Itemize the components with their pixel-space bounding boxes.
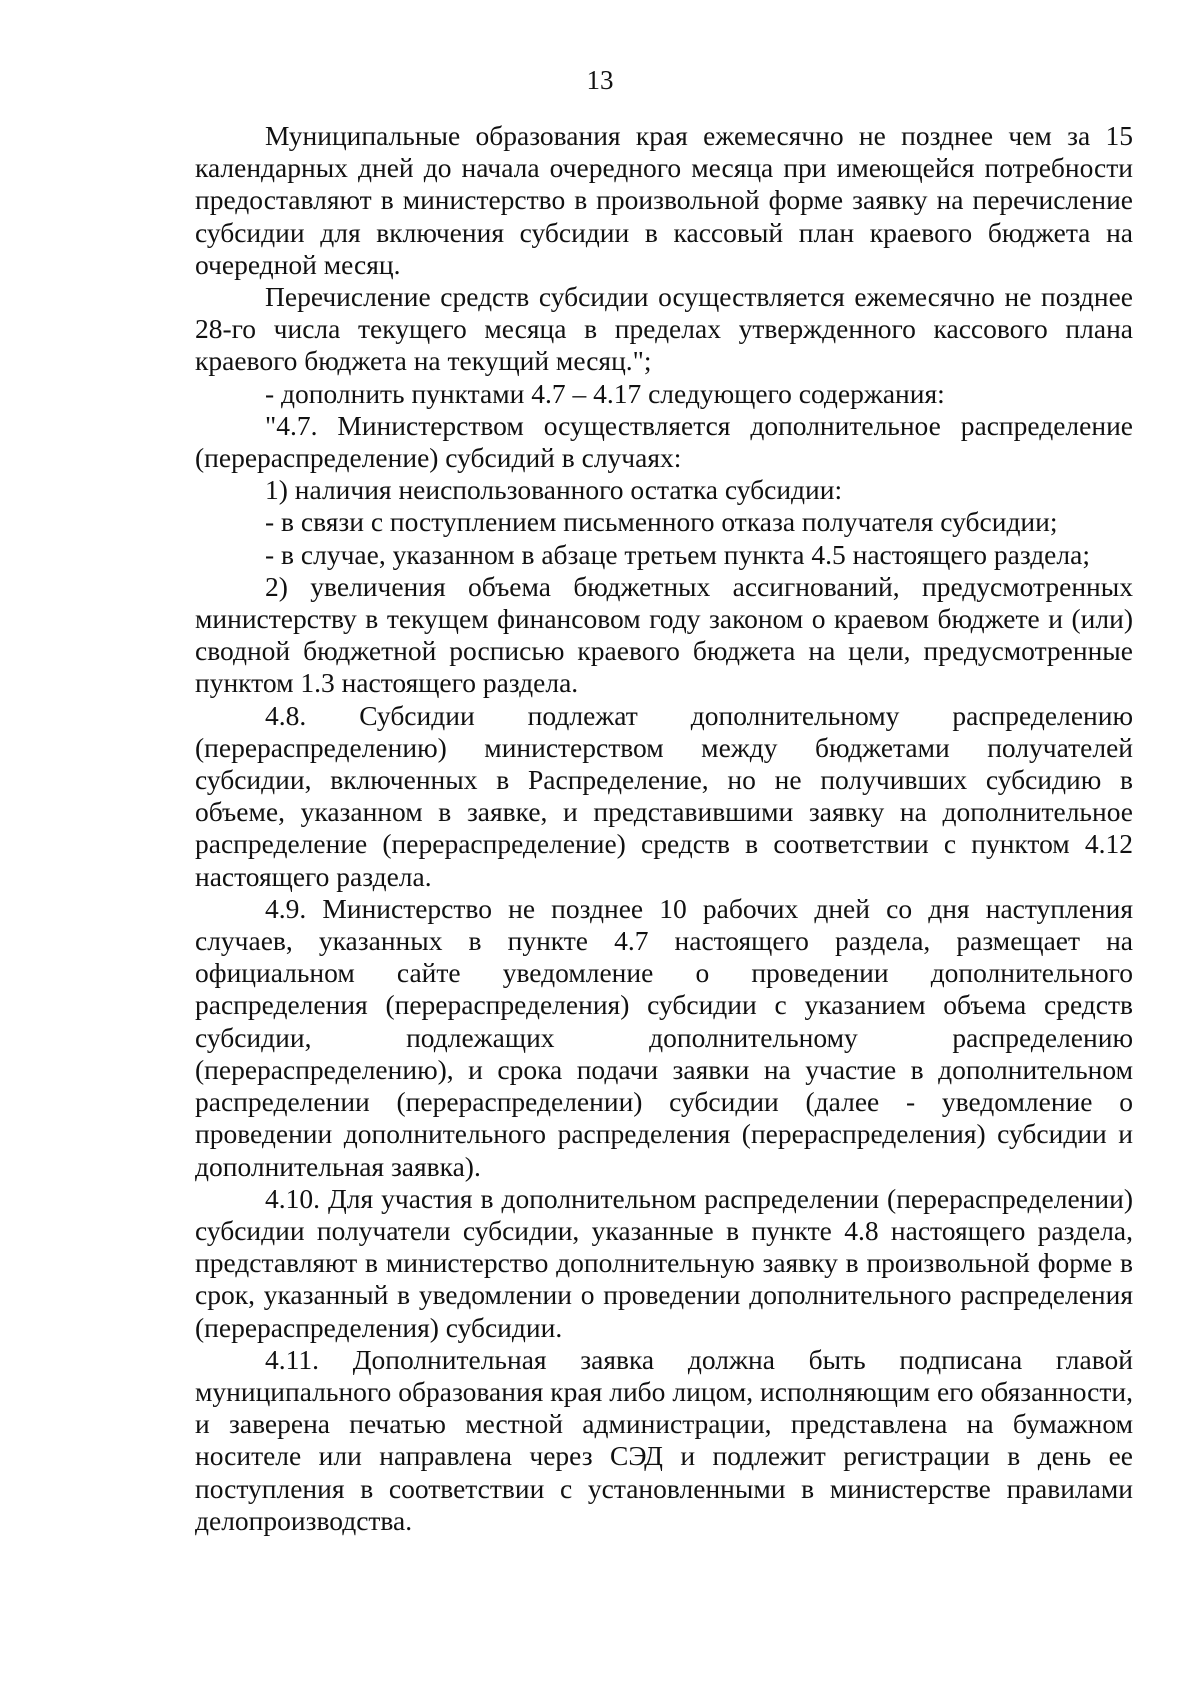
document-body (195, 120, 1133, 1537)
paragraph: 4.8. Субсидии подлежат дополнительному распределению (перераспределению) министерством между бюджетами получателей субсидии, включенных в Распределение, но не получивших субсидию в объеме, указанном в заявке, и представившими заявку на дополнительное распределение (перераспределение) средств в соответствии с пунктом 4.12 настоящего раздела. (195, 699, 1133, 892)
paragraph: 4.11. Дополнительная заявка должна быть подписана главой муниципального образования края либо лицом, исполняющим его обязанности, и заверена печатью местной администрации, представлена на бумажном носителе или направлена через СЭД и подлежит регистрации в день ее поступления в соответствии с установленными в министерстве правилами делопроизводства. (195, 1343, 1133, 1536)
paragraph: - дополнить пунктами 4.7 – 4.17 следующего содержания: (265, 377, 945, 409)
page-number: 13 (586, 65, 614, 95)
paragraph: Муниципальные образования края ежемесячно не позднее чем за 15 календарных дней до начала очередного месяца при имеющейся потребности предоставляют в министерство в произвольной форме заявку на перечисление субсидии для включения субсидии в кассовый план краевого бюджета на очередной месяц. (195, 120, 1133, 280)
paragraph: 1) наличия неиспользованного остатка субсидии: (265, 474, 843, 506)
paragraph: - в случае, указанном в абзаце третьем пункта 4.5 настоящего раздела; (265, 538, 1090, 570)
paragraph: - в связи с поступлением письменного отказа получателя субсидии; (265, 506, 1058, 538)
paragraph: Перечисление средств субсидии осуществляется ежемесячно не позднее 28-го числа текущего месяца в пределах утвержденного кассового плана краевого бюджета на текущий месяц."; (195, 281, 1133, 377)
paragraph: 4.10. Для участия в дополнительном распределении (перераспределении) субсидии получатели субсидии, указанные в пункте 4.8 настоящего раздела, представляют в министерство дополнительную заявку в произвольной форме в срок, указанный в уведомлении о проведении дополнительного распределения (перераспределения) субсидии. (195, 1182, 1133, 1343)
paragraph: 2) увеличения объема бюджетных ассигнований, предусмотренных министерству в текущем финансовом году законом о краевом бюджете и (или) сводной бюджетной росписью краевого бюджета на цели, предусмотренные пунктом 1.3 настоящего раздела. (195, 570, 1133, 699)
paragraph: 4.9. Министерство не позднее 10 рабочих дней со дня наступления случаев, указанных в пункте 4.7 настоящего раздела, размещает на официальном сайте уведомление о проведении дополнительного распределения (перераспределения) субсидии с указанием объема средств субсидии, подлежащих дополнительному распределению (перераспределению), и срока подачи заявки на участие в дополнительном распределении (перераспределении) субсидии (далее - уведомление о проведении дополнительного распределения (перераспределения) субсидии и дополнительная заявка). (195, 892, 1133, 1182)
paragraph: "4.7. Министерством осуществляется дополнительное распределение (перераспределение) субсидий в случаях: (195, 409, 1133, 474)
